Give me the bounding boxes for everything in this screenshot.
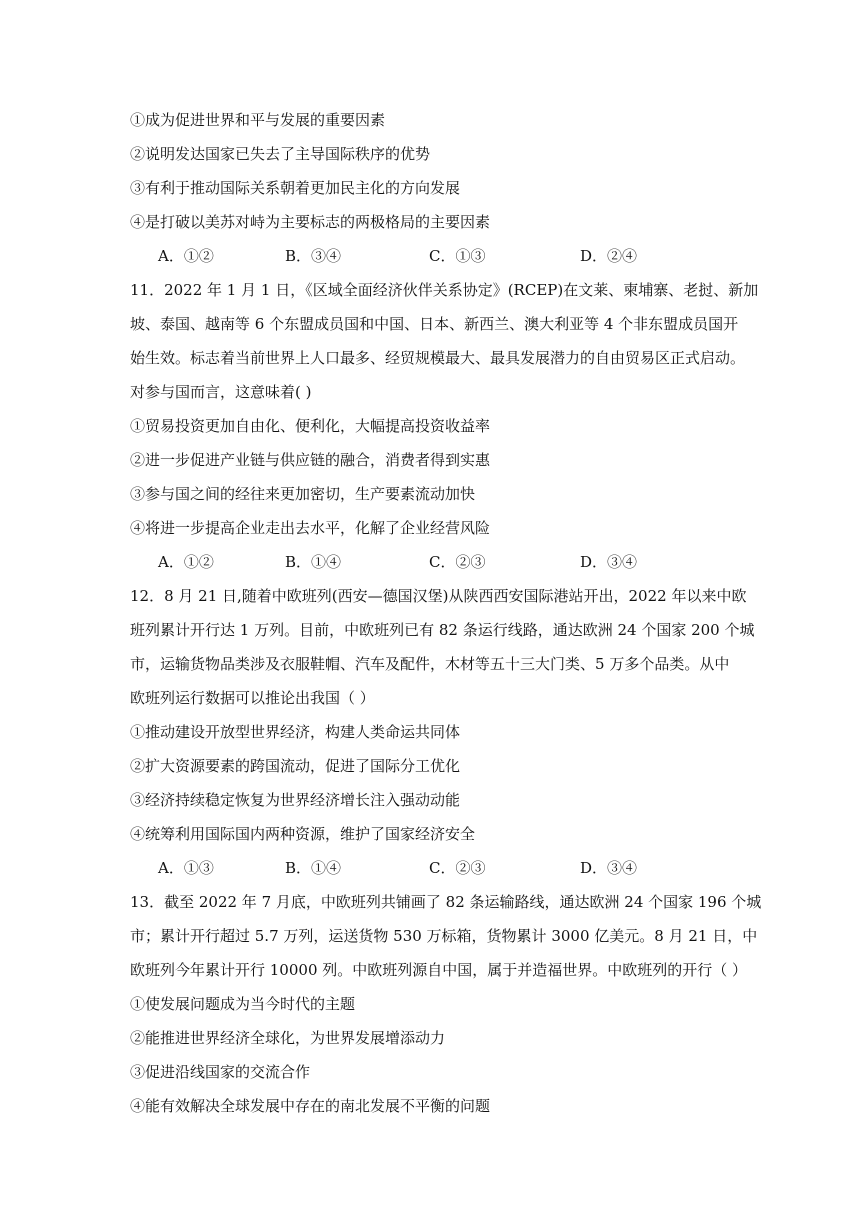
question-12-line-1: 12．8 月 21 日,随着中欧班列(西安—德国汉堡)从陕西西安国际港站开出，2022 年以来中欧 (130, 587, 747, 605)
q12-option-a[interactable]: A．①③ (158, 859, 214, 877)
statement-3: ③有利于推动国际关系朝着更加民主化的方向发展 (130, 179, 461, 197)
q13-statement-2: ②能推进世界经济全球化，为世界发展增添动力 (130, 1029, 446, 1047)
q11-statement-3: ③参与国之间的经往来更加密切，生产要素流动加快 (130, 485, 476, 503)
question-12-line-2: 班列累计开行达 1 万列。目前，中欧班列已有 82 条运行线路，通达欧洲 24 个国家 200 个城 (130, 621, 755, 639)
q12-statement-3: ③经济持续稳定恢复为世界经济增长注入强动动能 (130, 791, 461, 809)
statement-2: ②说明发达国家已失去了主导国际秩序的优势 (130, 145, 431, 163)
q13-statement-4: ④能有效解决全球发展中存在的南北发展不平衡的问题 (130, 1097, 491, 1115)
q13-statement-1: ①使发展问题成为当今时代的主题 (130, 995, 356, 1013)
q11-statement-1: ①贸易投资更加自由化、便利化，大幅提高投资收益率 (130, 417, 491, 435)
q11-option-a[interactable]: A．①② (158, 553, 214, 571)
question-13-line-1: 13．截至 2022 年 7 月底，中欧班列共铺画了 82 条运输路线，通达欧洲 24 个国家 196 个城 (130, 893, 762, 911)
q11-statement-4: ④将进一步提高企业走出去水平，化解了企业经营风险 (130, 519, 491, 537)
q12-statement-1: ①推动建设开放型世界经济，构建人类命运共同体 (130, 723, 461, 741)
q12-option-c[interactable]: C．②③ (429, 859, 486, 877)
q11-option-d[interactable]: D．③④ (580, 553, 638, 571)
statement-1: ①成为促进世界和平与发展的重要因素 (130, 111, 386, 129)
question-11-line-2: 坡、泰国、越南等 6 个东盟成员国和中国、日本、新西兰、澳大利亚等 4 个非东盟成员国开 (130, 315, 739, 333)
q11-statement-2: ②进一步促进产业链与供应链的融合，消费者得到实惠 (130, 451, 491, 469)
statement-4: ④是打破以美苏对峙为主要标志的两极格局的主要因素 (130, 213, 491, 231)
question-13-line-3: 欧班列今年累计开行 10000 列。中欧班列源自中国，属于并造福世界。中欧班列的开行（ ） (130, 961, 748, 979)
question-13-line-2: 市；累计开行超过 5.7 万列，运送货物 530 万标箱，货物累计 3000 亿美元。8 月 21 日，中 (130, 927, 758, 945)
q12-option-d[interactable]: D．③④ (580, 859, 638, 877)
q12-statement-2: ②扩大资源要素的跨国流动，促进了国际分工优化 (130, 757, 461, 775)
option-b[interactable]: B．③④ (285, 247, 342, 265)
option-c[interactable]: C．①③ (429, 247, 486, 265)
q13-statement-3: ③促进沿线国家的交流合作 (130, 1063, 311, 1081)
q11-option-c[interactable]: C．②③ (429, 553, 486, 571)
question-11-line-4: 对参与国而言，这意味着( ) (130, 383, 312, 401)
question-11-line-1: 11．2022 年 1 月 1 日，《区域全面经济伙伴关系协定》(RCEP)在文莱、柬埔寨、老挝、新加 (130, 281, 759, 299)
q11-option-b[interactable]: B．①④ (285, 553, 342, 571)
q12-option-b[interactable]: B．①④ (285, 859, 342, 877)
q12-statement-4: ④统筹利用国际国内两种资源，维护了国家经济安全 (130, 825, 476, 843)
question-11-line-3: 始生效。标志着当前世界上人口最多、经贸规模最大、最具发展潜力的自由贸易区正式启动。 (130, 349, 746, 367)
option-a[interactable]: A．①② (158, 247, 214, 265)
question-12-line-4: 欧班列运行数据可以推论出我国（ ） (130, 689, 375, 707)
question-12-line-3: 市，运输货物品类涉及衣服鞋帽、汽车及配件，木材等五十三大门类、5 万多个品类。从中 (130, 655, 730, 673)
option-d[interactable]: D．②④ (580, 247, 638, 265)
